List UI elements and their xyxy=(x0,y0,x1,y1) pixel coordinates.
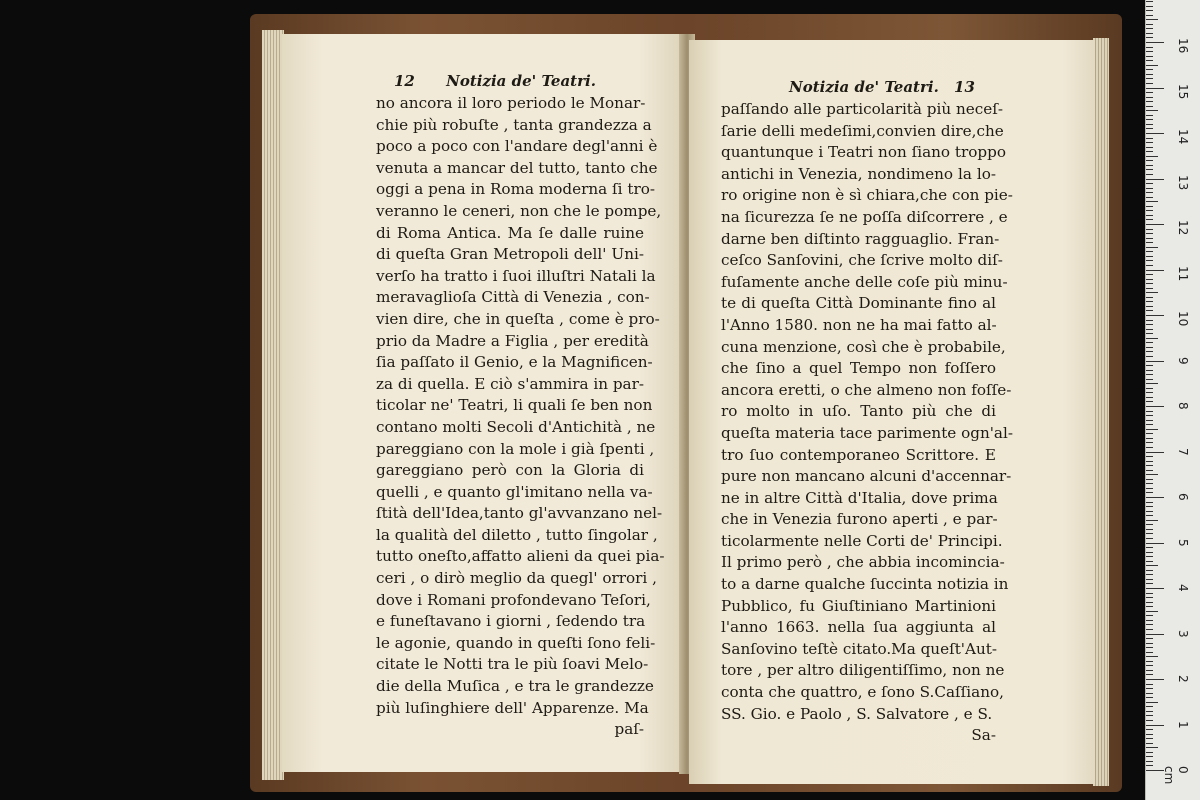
ruler-label: 16 xyxy=(1176,38,1190,54)
ruler-tick xyxy=(1146,128,1153,129)
ruler-tick xyxy=(1146,197,1153,198)
ruler-tick xyxy=(1146,502,1153,503)
text-line: Pubblico, fu Giuſtiniano Martinioni xyxy=(721,596,996,615)
left-page xyxy=(282,34,687,772)
ruler-tick xyxy=(1146,188,1153,189)
ruler-tick xyxy=(1146,51,1153,52)
ruler-tick xyxy=(1146,356,1153,357)
text-line: la qualità del diletto , tutto ſingolar , xyxy=(376,525,658,544)
ruler-tick xyxy=(1146,110,1158,111)
ruler-tick xyxy=(1146,142,1153,143)
catchword: paſ- xyxy=(614,720,644,739)
text-line: queſta materia tace parimente ogn'al- xyxy=(721,423,1013,442)
ruler-tick xyxy=(1146,379,1153,380)
ruler-tick xyxy=(1146,693,1153,694)
text-line: to a darne qualche ſuccinta notizia in xyxy=(721,575,1009,594)
ruler-tick xyxy=(1146,351,1153,352)
text-line: te di queſta Città Dominante fino al xyxy=(721,294,996,313)
ruler-tick xyxy=(1146,488,1153,489)
ruler-tick xyxy=(1146,233,1153,234)
ruler-tick xyxy=(1146,119,1153,120)
text-line: ne in altre Città d'Italia, dove prima xyxy=(721,488,998,507)
text-line: le agonie, quando in queſti ſono feli- xyxy=(376,633,656,652)
ruler-tick xyxy=(1146,556,1153,557)
ruler-tick xyxy=(1146,611,1158,612)
text-line: l'Anno 1580. non ne ha mai fatto al- xyxy=(721,315,997,334)
ruler-tick xyxy=(1146,524,1153,525)
ruler-tick xyxy=(1146,6,1153,7)
ruler-tick xyxy=(1146,579,1153,580)
ruler-tick xyxy=(1146,715,1153,716)
ruler-tick xyxy=(1146,238,1153,239)
ruler-tick xyxy=(1146,229,1153,230)
ruler-tick xyxy=(1146,192,1153,193)
ruler-tick xyxy=(1146,383,1158,384)
ruler-tick xyxy=(1146,206,1153,207)
ruler-tick xyxy=(1146,643,1153,644)
ruler-label: 6 xyxy=(1176,493,1190,501)
ruler-tick xyxy=(1146,729,1153,730)
ruler-tick xyxy=(1146,706,1153,707)
ruler-tick xyxy=(1146,283,1153,284)
text-line: tore , per altro diligentiſſimo, non ne xyxy=(721,661,1005,680)
ruler-tick xyxy=(1146,511,1153,512)
ruler-tick xyxy=(1146,165,1153,166)
ruler-tick xyxy=(1146,420,1153,421)
ruler-tick xyxy=(1146,201,1158,202)
ruler-tick xyxy=(1146,320,1153,321)
ruler-tick xyxy=(1146,497,1164,498)
ruler-tick xyxy=(1146,765,1153,766)
text-line: meravaglioſa Città di Venezia , con- xyxy=(376,288,650,307)
right-page-text xyxy=(721,99,1013,747)
ruler-tick xyxy=(1146,370,1153,371)
ruler-tick xyxy=(1146,315,1164,316)
ruler-tick xyxy=(1146,670,1153,671)
ruler-tick xyxy=(1146,411,1153,412)
ruler-tick xyxy=(1146,47,1153,48)
text-line: dove i Romani profondevano Teſori, xyxy=(376,590,651,609)
text-line: fuſamente anche delle coſe più minu- xyxy=(721,272,1008,291)
ruler-tick xyxy=(1146,33,1153,34)
text-line: ceſco Sanſovini, che ſcrive molto diſ- xyxy=(721,251,1003,270)
ruler-tick xyxy=(1146,292,1158,293)
right-running-title: Notizia de' Teatri. xyxy=(789,78,939,96)
ruler-tick xyxy=(1146,679,1164,680)
ruler-tick xyxy=(1146,588,1164,589)
text-line: contano molti Secoli d'Antichità , ne xyxy=(376,417,656,436)
text-line: poco a poco con l'andare degl'anni è xyxy=(376,137,658,156)
text-line: vien dire, che in queſta , come è pro- xyxy=(376,309,660,328)
ruler-tick xyxy=(1146,483,1153,484)
text-line: SS. Gio. e Paolo , S. Salvatore , e S. xyxy=(721,704,993,723)
measurement-ruler xyxy=(1145,0,1200,800)
ruler-tick xyxy=(1146,734,1153,735)
ruler-tick xyxy=(1146,583,1153,584)
text-line: di Roma Antica. Ma ſe dalle ruine xyxy=(376,223,644,242)
ruler-tick xyxy=(1146,183,1153,184)
left-running-head xyxy=(394,72,596,90)
ruler-tick xyxy=(1146,465,1153,466)
ruler-tick xyxy=(1146,115,1153,116)
ruler-tick xyxy=(1146,92,1153,93)
text-line: ceri , o dirò meglio da quegl' orrori , xyxy=(376,569,657,588)
text-line: paſſando alle particolarità più neceſ- xyxy=(721,100,1003,118)
text-line: venuta a mancar del tutto, tanto che xyxy=(376,158,658,177)
ruler-tick xyxy=(1146,506,1153,507)
ruler-tick xyxy=(1146,133,1164,134)
ruler-tick xyxy=(1146,565,1158,566)
text-line: quantunque i Teatri non ſiano troppo xyxy=(721,143,1006,162)
ruler-tick xyxy=(1146,461,1153,462)
ruler-tick xyxy=(1146,69,1153,70)
ruler-label: 5 xyxy=(1176,538,1190,547)
ruler-tick xyxy=(1146,415,1153,416)
ruler-tick xyxy=(1146,333,1153,334)
ruler-label: 1 xyxy=(1176,720,1190,729)
ruler-tick xyxy=(1146,147,1153,148)
ruler-tick xyxy=(1146,78,1153,79)
ruler-tick xyxy=(1146,251,1153,252)
ruler-tick xyxy=(1146,652,1153,653)
ruler-tick xyxy=(1146,738,1153,739)
left-running-title: Notizia de' Teatri. xyxy=(446,72,596,90)
text-line: oggi a pena in Roma moderna ſi tro- xyxy=(376,180,655,199)
ruler-label: 12 xyxy=(1176,220,1190,236)
ruler-tick xyxy=(1146,265,1153,266)
ruler-tick xyxy=(1146,602,1153,603)
ruler-tick xyxy=(1146,174,1153,175)
ruler-tick xyxy=(1146,401,1153,402)
ruler-tick xyxy=(1146,329,1153,330)
ruler-tick xyxy=(1146,388,1153,389)
ruler-tick xyxy=(1146,215,1153,216)
ruler-tick xyxy=(1146,424,1153,425)
text-line: quelli , e quanto gl'imitano nella va- xyxy=(376,482,653,501)
ruler-tick xyxy=(1146,606,1153,607)
text-line: Il primo però , che abbia incomincia- xyxy=(721,553,1005,572)
ruler-tick xyxy=(1146,138,1153,139)
ruler-tick xyxy=(1146,620,1153,621)
text-line: l'anno 1663. nella ſua aggiunta al xyxy=(721,618,996,637)
ruler-tick xyxy=(1146,452,1164,453)
text-line: pure non mancano alcuni d'accennar- xyxy=(721,467,1012,486)
ruler-tick xyxy=(1146,37,1153,38)
ruler-tick xyxy=(1146,629,1153,630)
ruler-label: 3 xyxy=(1176,629,1190,638)
ruler-tick xyxy=(1146,247,1158,248)
ruler-tick xyxy=(1146,492,1153,493)
ruler-tick xyxy=(1146,570,1153,571)
ruler-tick xyxy=(1146,552,1153,553)
ruler-tick xyxy=(1146,42,1164,43)
ruler-label: 4 xyxy=(1176,584,1190,592)
text-line: che ſino a quel Tempo non foſſero xyxy=(721,359,996,378)
ruler-label: 11 xyxy=(1176,265,1190,281)
ruler-tick xyxy=(1146,479,1153,480)
ruler-tick xyxy=(1146,656,1158,657)
text-line: darne ben diſtinto ragguaglio. Fran- xyxy=(721,229,1000,248)
ruler-label: 8 xyxy=(1176,402,1190,410)
ruler-tick xyxy=(1146,406,1164,407)
ruler-tick xyxy=(1146,270,1164,271)
ruler-tick xyxy=(1146,297,1153,298)
ruler-tick xyxy=(1146,15,1153,16)
ruler-tick xyxy=(1146,242,1153,243)
ruler-tick xyxy=(1146,65,1158,66)
right-page xyxy=(689,40,1095,784)
text-line: ro origine non è sì chiara,che con pie- xyxy=(721,186,1013,205)
ruler-tick xyxy=(1146,347,1153,348)
ruler-tick xyxy=(1146,210,1153,211)
text-line: ancora eretti, o che almeno non foſſe- xyxy=(721,380,1012,399)
text-line: die della Muſica , e tra le grandezze xyxy=(376,677,654,696)
ruler-label: 7 xyxy=(1176,447,1190,456)
text-line: gareggiano però con la Gloria di xyxy=(376,461,644,480)
ruler-tick xyxy=(1146,634,1164,635)
ruler-tick xyxy=(1146,533,1153,534)
ruler-tick xyxy=(1146,547,1153,548)
text-line: za di quella. E ciò s'ammira in par- xyxy=(376,374,644,393)
ruler-tick xyxy=(1146,743,1153,744)
ruler-tick xyxy=(1146,88,1164,89)
ruler-tick xyxy=(1146,688,1153,689)
ruler-tick xyxy=(1146,97,1153,98)
ruler-tick xyxy=(1146,338,1158,339)
ruler-tick xyxy=(1146,310,1153,311)
ruler-tick xyxy=(1146,474,1158,475)
text-line: ſtità dell'Idea,tanto gl'avvanzano nel- xyxy=(376,504,663,523)
ruler-tick xyxy=(1146,665,1153,666)
text-line: di queſta Gran Metropoli dell' Uni- xyxy=(376,245,644,264)
text-line: ſarie delli medeſimi,convien dire,che xyxy=(721,121,1004,140)
ruler-tick xyxy=(1146,60,1153,61)
ruler-tick xyxy=(1146,543,1164,544)
text-line: prio da Madre a Figlia , per eredità xyxy=(376,331,649,350)
ruler-tick xyxy=(1146,342,1153,343)
text-line: Sanſovino teſtè citato.Ma queſt'Aut- xyxy=(721,639,997,658)
ruler-label: 10 xyxy=(1176,311,1190,327)
ruler-tick xyxy=(1146,429,1158,430)
text-line: conta che quattro, e ſono S.Caſſiano, xyxy=(721,683,1004,702)
text-line: na ſicurezza ſe ne poſſa diſcorrere , e xyxy=(721,207,1008,226)
ruler-tick xyxy=(1146,747,1158,748)
ruler-tick xyxy=(1146,324,1153,325)
ruler-tick xyxy=(1146,520,1158,521)
ruler-tick xyxy=(1146,470,1153,471)
ruler-label: 0 cm xyxy=(1162,766,1190,785)
ruler-tick xyxy=(1146,720,1153,721)
ruler-tick xyxy=(1146,538,1153,539)
ruler-tick xyxy=(1146,752,1153,753)
ruler-tick xyxy=(1146,661,1153,662)
ruler-tick xyxy=(1146,674,1153,675)
ruler-tick xyxy=(1146,711,1153,712)
text-line: veranno le ceneri, non che le pompe, xyxy=(376,201,662,220)
text-line: verſo ha tratto i ſuoi illuſtri Natali la xyxy=(376,266,656,285)
ruler-tick xyxy=(1146,615,1153,616)
text-line: chie più robuſte , tanta grandezza a xyxy=(376,115,652,134)
ruler-tick xyxy=(1146,515,1153,516)
ruler-tick xyxy=(1146,169,1153,170)
ruler-tick xyxy=(1146,279,1153,280)
ruler-tick xyxy=(1146,725,1164,726)
text-line: che in Venezia furono aperti , e par- xyxy=(721,510,998,529)
ruler-tick xyxy=(1146,361,1164,362)
ruler-tick xyxy=(1146,392,1153,393)
ruler-tick xyxy=(1146,301,1153,302)
ruler-tick xyxy=(1146,124,1153,125)
ruler-tick xyxy=(1146,374,1153,375)
ruler-tick xyxy=(1146,433,1153,434)
ruler-tick xyxy=(1146,442,1153,443)
ruler-tick xyxy=(1146,756,1153,757)
ruler-tick xyxy=(1146,574,1153,575)
ruler-tick xyxy=(1146,160,1153,161)
ruler-tick xyxy=(1146,219,1153,220)
ruler-tick xyxy=(1146,106,1153,107)
ruler-tick xyxy=(1146,83,1153,84)
ruler-tick xyxy=(1146,179,1164,180)
ruler-tick xyxy=(1146,224,1164,225)
text-line: citate le Notti tra le più ſoavi Melo- xyxy=(376,655,649,674)
ruler-label: 2 xyxy=(1176,675,1190,683)
ruler-tick xyxy=(1146,597,1153,598)
ruler-tick xyxy=(1146,28,1153,29)
ruler-tick xyxy=(1146,761,1153,762)
ruler-tick xyxy=(1146,638,1153,639)
ruler-tick xyxy=(1146,624,1153,625)
ruler-tick xyxy=(1146,647,1153,648)
ruler-label: 9 xyxy=(1176,356,1190,365)
ruler-tick xyxy=(1146,593,1153,594)
ruler-tick xyxy=(1146,74,1153,75)
catchword: Sa- xyxy=(971,726,996,745)
text-line: ro molto in uſo. Tanto più che di xyxy=(721,402,996,421)
ruler-tick xyxy=(1146,274,1153,275)
left-page-text xyxy=(376,93,665,741)
ruler-tick xyxy=(1146,24,1153,25)
ruler-tick xyxy=(1146,438,1153,439)
ruler-tick xyxy=(1146,1,1153,2)
ruler-tick xyxy=(1146,306,1153,307)
ruler-tick xyxy=(1146,529,1153,530)
left-page-number: 12 xyxy=(394,72,415,90)
text-line: cuna menzione, così che è probabile, xyxy=(721,337,1006,356)
ruler-tick xyxy=(1146,260,1153,261)
right-running-head xyxy=(789,78,975,96)
text-line: più luſinghiere dell' Apparenze. Ma xyxy=(376,698,649,717)
ruler-label: 15 xyxy=(1176,83,1190,99)
ruler-label: 14 xyxy=(1176,129,1190,145)
ruler-tick xyxy=(1146,456,1153,457)
left-page-edges xyxy=(262,30,284,780)
ruler-tick xyxy=(1146,684,1153,685)
right-page-edges xyxy=(1093,38,1109,786)
ruler-tick xyxy=(1146,101,1153,102)
ruler-tick xyxy=(1146,10,1153,11)
ruler-tick xyxy=(1146,56,1153,57)
ruler-tick xyxy=(1146,365,1153,366)
text-line: tro ſuo contemporaneo Scrittore. E xyxy=(721,445,996,464)
ruler-tick xyxy=(1146,561,1153,562)
ruler-tick xyxy=(1146,256,1153,257)
ruler-tick xyxy=(1146,697,1153,698)
text-line: ticolar ne' Teatri, li quali ſe ben non xyxy=(376,396,653,415)
ruler-tick xyxy=(1146,156,1158,157)
text-line: ſia paſſato il Genio, e la Magnificen- xyxy=(376,353,653,372)
text-line: tutto oneſto,affatto alieni da quei pia- xyxy=(376,547,665,566)
ruler-tick xyxy=(1146,702,1158,703)
text-line: antichi in Venezia, nondimeno la lo- xyxy=(721,164,996,183)
ruler-label: 13 xyxy=(1176,174,1190,190)
text-line: pareggiano con la mole i già ſpenti , xyxy=(376,439,655,458)
ruler-tick xyxy=(1146,397,1153,398)
ruler-tick xyxy=(1146,19,1158,20)
ruler-tick xyxy=(1146,447,1153,448)
text-line: e funeſtavano i giorni , ſedendo tra xyxy=(376,612,646,631)
text-line: ticolarmente nelle Corti de' Principi. xyxy=(721,531,1003,550)
ruler-tick xyxy=(1146,288,1153,289)
text-line: no ancora il loro periodo le Monar- xyxy=(376,94,646,112)
right-page-number: 13 xyxy=(954,78,975,96)
ruler-tick xyxy=(1146,151,1153,152)
